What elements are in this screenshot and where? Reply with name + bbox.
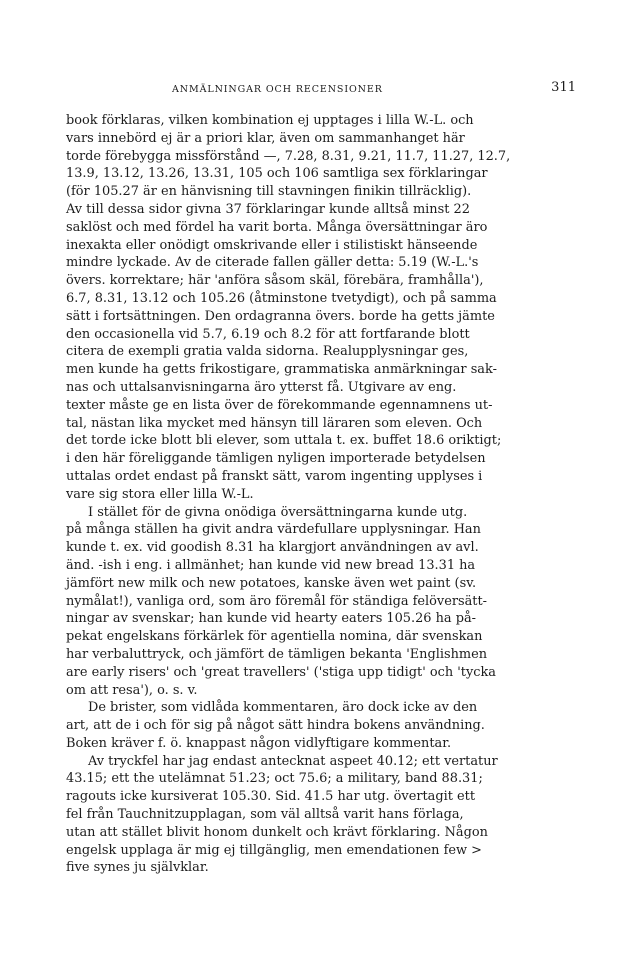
running-head: ANMÄLNINGAR OCH RECENSIONER [172,84,383,95]
text-line: 43.15; ett the utelämnat 51.23; oct 75.6; a military, band 88.31; [66,771,483,787]
text-line: pekat engelskans förkärlek för agentiella nomina, där svenskan [66,629,483,645]
text-line: det torde icke blott bli elever, som uttala t. ex. buffet 18.6 oriktigt; [66,433,502,449]
text-line: uttalas ordet endast på franskt sätt, varom ingenting upplyses i [66,468,483,484]
text-line: five synes ju självklar. [66,860,209,876]
text-line: om att resa'), o. s. v. [66,682,198,698]
text-line: i den här föreliggande tämligen nyligen importerade betydelsen [66,451,486,467]
text-line: book förklaras, vilken kombination ej upptages i lilla W.-L. och [66,113,474,128]
text-line: övers. korrektare; här 'anföra såsom skäl, förebära, framhålla'), [66,273,484,289]
text-line: nymålat!), vanliga ord, som äro föremål för ständiga felöversätt- [66,593,488,609]
paragraph-start-line: Av tryckfel har jag endast antecknat aspeet 40.12; ett vertatur [88,753,498,769]
text-line: har verbaluttryck, och jämfört de tämligen bekanta 'Englishmen [66,646,488,662]
text-line: men kunde ha getts frikostigare, grammatiska anmärkningar sak- [66,362,497,378]
text-line: torde förebygga missförstånd —, 7.28, 8.31, 9.21, 11.7, 11.27, 12.7, [66,148,511,164]
text-line: sätt i fortsättningen. Den ordagranna övers. borde ha getts jämte [66,308,495,324]
text-line: ragouts icke kursiverat 105.30. Sid. 41.5 har utg. övertagit ett [66,789,476,805]
text-line: mindre lyckade. Av de citerade fallen gäller detta: 5.19 (W.-L.'s [66,255,479,271]
text-line: citera de exempli gratia valda sidorna. Realupplysningar ges, [66,344,469,360]
text-line: texter måste ge en lista över de förekommande egennamnens ut- [66,397,493,413]
text-line: vare sig stora eller lilla W.-L. [66,486,254,502]
body-text [66,112,578,877]
text-line: ningar av svenskar; han kunde vid hearty eaters 105.26 ha på- [66,611,476,627]
text-line: art, att de i och för sig på något sätt hindra bokens användning. [66,718,485,734]
text-line: utan att stället blivit honom dunkelt och krävt förklaring. Någon [66,824,488,840]
text-line: are early risers' och 'great travellers' ('stiga upp tidigt' och 'tycka [66,664,496,680]
text-line: 13.9, 13.12, 13.26, 13.31, 105 och 106 samtliga sex förklaringar [66,166,488,182]
text-line: den occasionella vid 5.7, 6.19 och 8.2 för att fortfarande blott [66,326,470,342]
text-line: Av till dessa sidor givna 37 förklaringar kunde alltså minst 22 [66,201,470,217]
text-line: på många ställen ha givit andra värdefullare upplysningar. Han [66,522,481,538]
text-line: tal, nästan lika mycket med hänsyn till läraren som eleven. Och [66,415,483,431]
paragraph-start-line: I stället för de givna onödiga översättningarna kunde utg. [88,504,468,520]
text-line: inexakta eller onödigt omskrivande eller i stilistiskt hänseende [66,237,478,253]
text-line: änd. -ish i eng. i allmänhet; han kunde vid new bread 13.31 ha [66,557,476,573]
text-line: kunde t. ex. vid goodish 8.31 ha klargjort användningen av avl. [66,540,479,556]
text-line: engelsk upplaga är mig ej tillgänglig, men emendationen few > [66,842,482,858]
text-line: fel från Tauchnitzupplagan, som väl alltså varit hans förlaga, [66,807,464,823]
text-line: nas och uttalsanvisningarna äro ytterst få. Utgivare av eng. [66,379,457,395]
text-line: Boken kräver f. ö. knappast någon vidlyftigare kommentar. [66,735,452,751]
page-number: 311 [551,80,576,95]
text-line: saklöst och med fördel ha varit borta. Många översättningar äro [66,219,488,235]
text-line: (för 105.27 är en hänvisning till stavningen finikin tillräcklig). [66,184,472,200]
paragraph-start-line: De brister, som vidlåda kommentaren, äro dock icke av den [88,700,478,716]
text-line: 6.7, 8.31, 13.12 och 105.26 (åtminstone tvetydigt), och på samma [66,290,497,306]
text-line: vars innebörd ej är a priori klar, även om sammanhanget här [66,130,465,146]
page-header [66,80,576,100]
text-line: jämfört new milk och new potatoes, kanske även wet paint (sv. [66,575,477,591]
